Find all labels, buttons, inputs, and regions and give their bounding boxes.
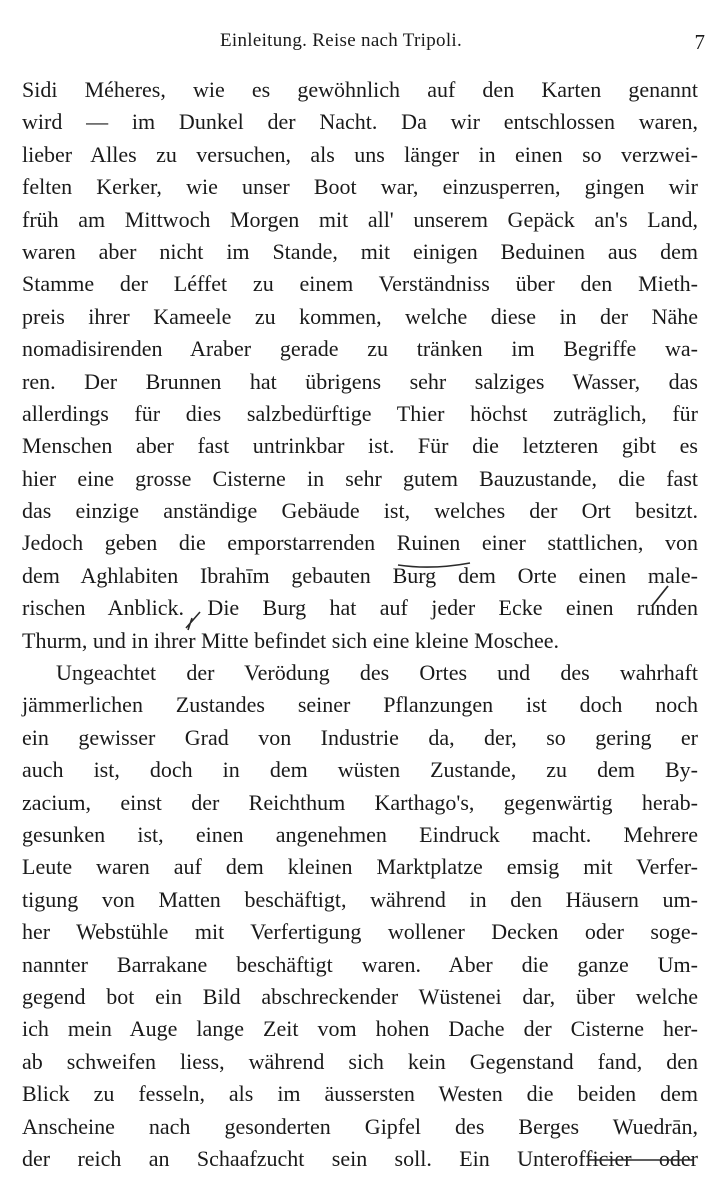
text-line: ab schweifen liess, während sich kein Gegenstand fand, den [22,1048,698,1074]
text-line: preis ihrer Kameele zu kommen, welche diese in der Nähe [22,303,698,329]
text-line: nannter Barrakane beschäftigt waren. Aber die ganze Um- [22,951,698,977]
text-line: Sidi Méheres, wie es gewöhnlich auf den Karten genannt [22,77,698,102]
text-line: ich mein Auge lange Zeit vom hohen Dache der Cisterne her- [22,1016,698,1042]
text-line: Ungeachtet der Verödung des Ortes und des wahrhaft [56,660,698,686]
text-line: Stamme der Léffet zu einem Verständniss über den Mieth- [22,271,698,297]
text-line: das einzige anständige Gebäude ist, welches der Ort besitzt. [22,498,698,524]
strike-mark [652,586,668,606]
text-line: her Webstühle mit Verfertigung wollener Decken oder soge- [22,919,698,945]
text-line: ein gewisser Grad von Industrie da, der, so gering er [22,724,698,750]
text-line: Blick zu fesseln, als im äussersten Westen die beiden dem [22,1081,698,1107]
text-line: felten Kerker, wie unser Boot war, einzusperren, gingen wir [22,174,698,200]
running-title: Einleitung. Reise nach Tripoli. [220,30,463,51]
text-line: Leute waren auf dem kleinen Marktplatze emsig mit Verfer- [22,854,698,880]
text-line: tigung von Matten beschäftigt, während in den Häusern um- [22,886,698,912]
text-line: rischen Anblick. Die Burg hat auf jeder Ecke einen runden [22,595,698,621]
text-line: lieber Alles zu versuchen, als uns länger in einen so verzwei- [22,141,698,167]
text-line: Anscheine nach gesonderten Gipfel des Berges Wuedrān, [22,1113,698,1139]
text-line: wird — im Dunkel der Nacht. Da wir entschlossen waren, [22,109,698,135]
text-line: früh am Mittwoch Morgen mit all' unserem Gepäck an's Land, [22,206,698,232]
text-line: dem Aghlabiten Ibrahīm gebauten Burg dem Orte einen male- [22,562,698,588]
ruinen-underline [398,563,470,567]
text-line: allerdings für dies salzbedürftige Thier höchst zuträglich, für [22,400,698,426]
text-line: zacium, einst der Reichthum Karthago's, gegenwärtig herab- [22,789,698,815]
text-line: nomadisirenden Araber gerade zu tränken im Begriffe wa- [22,336,698,362]
text-line: Jedoch geben die emporstarrenden Ruinen einer stattlichen, von [22,530,698,556]
text-line: Menschen aber fast untrinkbar ist. Für die letzteren gibt es [22,433,698,459]
text-line: jämmerlichen Zustandes seiner Pflanzungen ist doch noch [22,692,698,718]
text-line: ren. Der Brunnen hat übrigens sehr salziges Wasser, das [22,368,698,394]
anblick-mark [186,612,200,630]
page-number: 7 [694,30,705,54]
text-line: hier eine grosse Cisterne in sehr gutem Bauzustande, die fast [22,465,698,491]
text-line: Thurm, und in ihrer Mitte befindet sich eine kleine Moschee. [22,627,560,653]
text-line: auch ist, doch in dem wüsten Zustande, zu dem By- [22,757,698,783]
text-line: waren aber nicht im Stande, mit einigen Beduinen aus dem [22,238,698,264]
text-line: gegend bot ein Bild abschreckender Wüstenei dar, über welche [22,983,698,1009]
text-line: gesunken ist, einen angenehmen Eindruck macht. Mehrere [22,821,698,847]
text-line: der reich an Schaafzucht sein soll. Ein Unterofficier oder [22,1145,698,1171]
